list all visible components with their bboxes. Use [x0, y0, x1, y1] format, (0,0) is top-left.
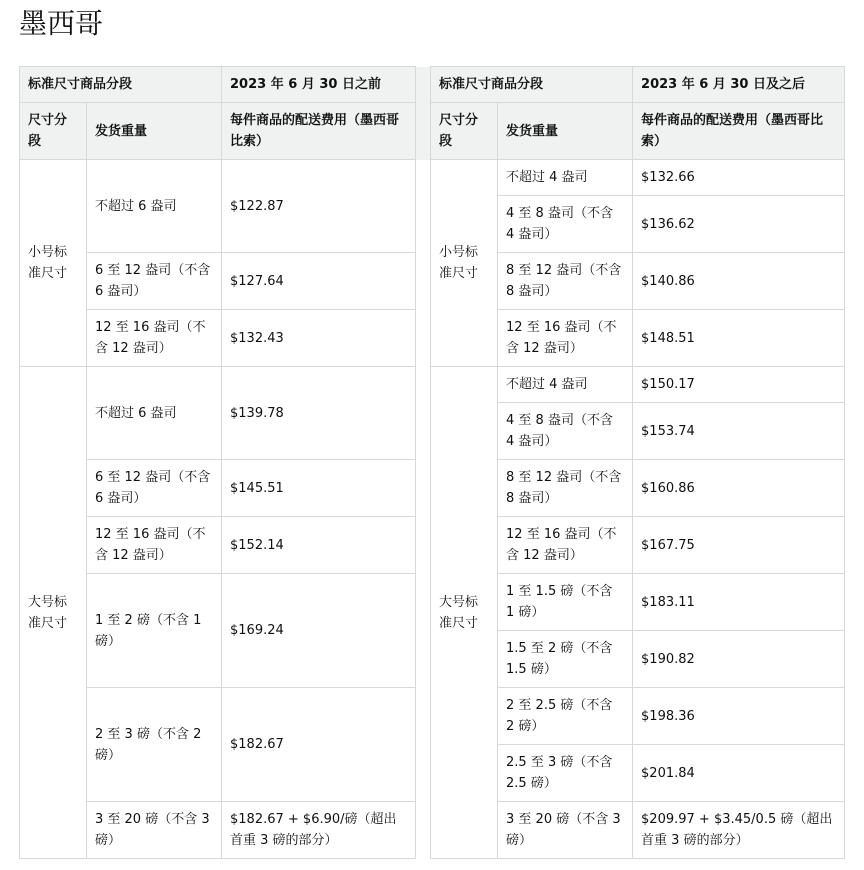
- fee-cell: $136.62: [633, 196, 845, 253]
- weight-cell: 6 至 12 盎司（不含 6 盎司）: [87, 253, 222, 310]
- header-weight-after: 发货重量: [498, 103, 633, 160]
- weight-cell: 1 至 1.5 磅（不含 1 磅）: [498, 574, 633, 631]
- header-size-tier-after: 尺寸分段: [431, 103, 498, 160]
- fee-cell: $127.64: [222, 253, 416, 310]
- header-group-after: 标准尺寸商品分段: [431, 67, 633, 103]
- header-weight-before: 发货重量: [87, 103, 222, 160]
- weight-cell: 4 至 8 盎司（不含 4 盎司）: [498, 196, 633, 253]
- fee-cell: $169.24: [222, 574, 416, 688]
- weight-cell: 3 至 20 磅（不含 3 磅）: [87, 802, 222, 859]
- header-period-before: 2023 年 6 月 30 日之前: [222, 67, 416, 103]
- size-tier-large-after: 大号标准尺寸: [431, 367, 498, 859]
- fee-cell: $167.75: [633, 517, 845, 574]
- fee-cell: $198.36: [633, 688, 845, 745]
- size-tier-small-before: 小号标准尺寸: [20, 160, 87, 367]
- weight-cell: 8 至 12 盎司（不含 8 盎司）: [498, 253, 633, 310]
- column-gap: [416, 67, 431, 103]
- weight-cell: 12 至 16 盎司（不含 12 盎司）: [498, 310, 633, 367]
- weight-cell: 12 至 16 盎司（不含 12 盎司）: [87, 517, 222, 574]
- column-gap: [416, 160, 431, 367]
- weight-cell: 2 至 2.5 磅（不含 2 磅）: [498, 688, 633, 745]
- fee-cell: $148.51: [633, 310, 845, 367]
- weight-cell: 8 至 12 盎司（不含 8 盎司）: [498, 460, 633, 517]
- size-tier-large-before: 大号标准尺寸: [20, 367, 87, 859]
- fee-cell: $182.67 + $6.90/磅（超出首重 3 磅的部分）: [222, 802, 416, 859]
- weight-cell: 3 至 20 磅（不含 3 磅）: [498, 802, 633, 859]
- fee-cell: $150.17: [633, 367, 845, 403]
- fee-cell: $152.14: [222, 517, 416, 574]
- header-size-tier-before: 尺寸分段: [20, 103, 87, 160]
- header-fee-after: 每件商品的配送费用（墨西哥比索）: [633, 103, 845, 160]
- weight-cell: 1.5 至 2 磅（不含 1.5 磅）: [498, 631, 633, 688]
- weight-cell: 不超过 6 盎司: [87, 160, 222, 253]
- weight-cell: 6 至 12 盎司（不含 6 盎司）: [87, 460, 222, 517]
- fee-cell: $183.11: [633, 574, 845, 631]
- table-row: [20, 160, 845, 196]
- column-gap: [416, 367, 431, 859]
- weight-cell: 不超过 4 盎司: [498, 160, 633, 196]
- fee-cell: $132.43: [222, 310, 416, 367]
- weight-cell: 4 至 8 盎司（不含 4 盎司）: [498, 403, 633, 460]
- size-tier-small-after: 小号标准尺寸: [431, 160, 498, 367]
- header-period-after: 2023 年 6 月 30 日及之后: [633, 67, 845, 103]
- header-group-before: 标准尺寸商品分段: [20, 67, 222, 103]
- column-gap: [416, 103, 431, 160]
- weight-cell: 2.5 至 3 磅（不含 2.5 磅）: [498, 745, 633, 802]
- weight-cell: 1 至 2 磅（不含 1 磅）: [87, 574, 222, 688]
- page-title: 墨西哥: [19, 7, 104, 40]
- header-fee-before: 每件商品的配送费用（墨西哥比索）: [222, 103, 416, 160]
- fee-cell: $140.86: [633, 253, 845, 310]
- fee-cell: $132.66: [633, 160, 845, 196]
- fee-cell: $145.51: [222, 460, 416, 517]
- fee-cell: $182.67: [222, 688, 416, 802]
- weight-cell: 12 至 16 盎司（不含 12 盎司）: [87, 310, 222, 367]
- weight-cell: 不超过 6 盎司: [87, 367, 222, 460]
- weight-cell: 12 至 16 盎司（不含 12 盎司）: [498, 517, 633, 574]
- fee-table: [19, 66, 845, 859]
- fee-cell: $160.86: [633, 460, 845, 517]
- weight-cell: 2 至 3 磅（不含 2 磅）: [87, 688, 222, 802]
- fee-cell: $190.82: [633, 631, 845, 688]
- fee-cell: $201.84: [633, 745, 845, 802]
- header-row-1: [20, 67, 845, 103]
- table-row: [20, 367, 845, 403]
- fee-cell: $139.78: [222, 367, 416, 460]
- weight-cell: 不超过 4 盎司: [498, 367, 633, 403]
- fee-cell: $122.87: [222, 160, 416, 253]
- fee-cell: $209.97 + $3.45/0.5 磅（超出首重 3 磅的部分）: [633, 802, 845, 859]
- header-row-2: [20, 103, 845, 160]
- fee-cell: $153.74: [633, 403, 845, 460]
